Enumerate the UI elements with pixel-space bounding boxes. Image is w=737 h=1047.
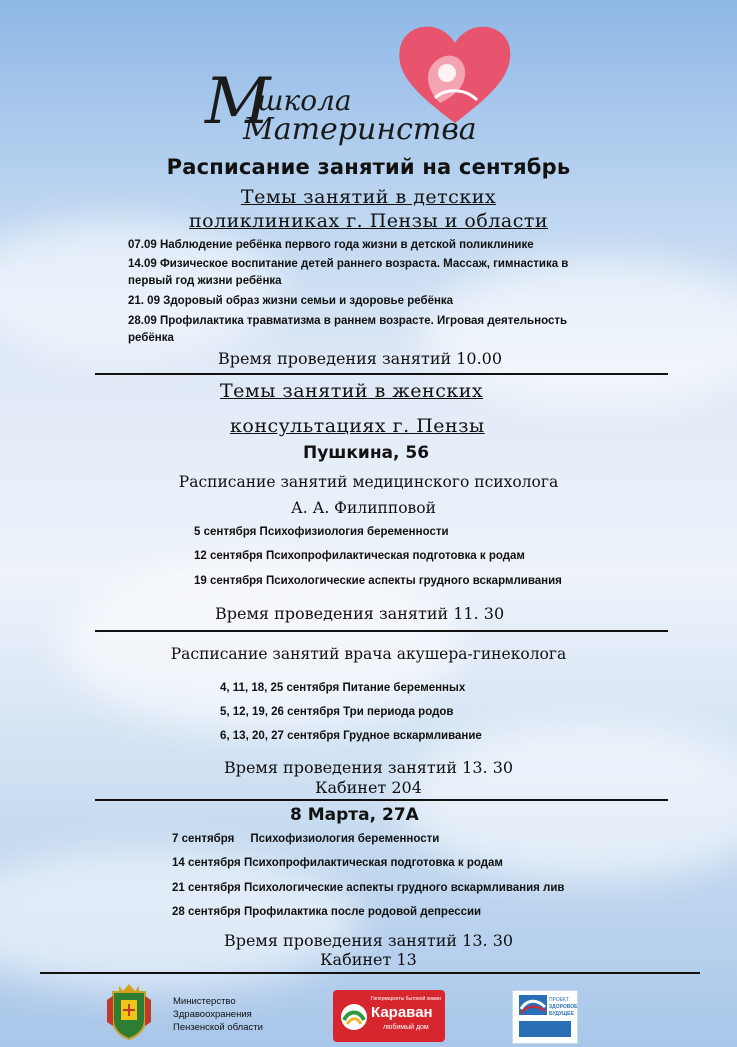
- psychologist-title: Расписание занятий медицинского психолога: [178, 473, 559, 491]
- project-flag-icon: [519, 995, 547, 1015]
- logo-word-motherhood: Материнства: [243, 112, 477, 147]
- divider: [95, 630, 668, 632]
- list-item: 28.09 Профилактика травматизма в раннем возрасте. Игровая деятельность: [128, 315, 568, 327]
- section3-room: Кабинет 13: [320, 950, 417, 969]
- caravan-slogan: любимый дом: [383, 1024, 429, 1031]
- caravan-emblem-icon: [339, 1002, 369, 1032]
- list-item: 4, 11, 18, 25 сентября Питание беременных: [220, 682, 466, 694]
- obgyn-title: Расписание занятий врача акушера-гинеколога: [170, 645, 567, 663]
- divider: [95, 373, 668, 375]
- section3-address: 8 Марта, 27А: [290, 805, 419, 825]
- section2-header-line2: консультациях г. Пензы: [230, 415, 485, 437]
- ministry-line3: Пензенской области: [173, 1022, 263, 1033]
- list-item: первый год жизни ребёнка: [128, 275, 282, 287]
- page-title: Расписание занятий на сентябрь: [166, 155, 571, 179]
- healthy-future-logo: [512, 990, 578, 1044]
- list-item: 21 сентября Психологические аспекты грудного вскармливания лив: [172, 882, 565, 894]
- list-item: 14 сентября Психопрофилактическая подготовка к родам: [172, 857, 503, 869]
- project-line3: БУДУЩЕЕ: [549, 1011, 574, 1017]
- project-line2: ЗДОРОВОЕ: [549, 1004, 578, 1010]
- project-line1: ПРОЕКТ: [549, 997, 570, 1003]
- coat-of-arms-icon: [105, 982, 153, 1040]
- obgyn-room: Кабинет 204: [315, 778, 422, 797]
- list-item: 6, 13, 20, 27 сентября Грудное вскармливание: [220, 730, 482, 742]
- list-item: 28 сентября Профилактика после родовой депрессии: [172, 906, 482, 918]
- section2-address: Пушкина, 56: [303, 443, 430, 463]
- list-item: 5 сентября Психофизиология беременности: [194, 526, 449, 538]
- logo-word-school: школа: [257, 84, 352, 117]
- section3-time: Время проведения занятий 13. 30: [223, 931, 514, 950]
- section1-time: Время проведения занятий 10.00: [218, 349, 503, 368]
- caravan-tagline: Гипермаркеты бытовой химии: [371, 996, 441, 1002]
- psychologist-time: Время проведения занятий 11. 30: [215, 604, 505, 623]
- ministry-line1: Министерство: [173, 996, 236, 1007]
- obgyn-time: Время проведения занятий 13. 30: [223, 758, 514, 777]
- logo-big-m: М: [205, 65, 271, 139]
- divider: [95, 799, 668, 801]
- project-bar: [519, 1021, 571, 1037]
- caravan-name: Караван: [371, 1004, 433, 1021]
- list-item: 5, 12, 19, 26 сентября Три периода родов: [220, 706, 454, 718]
- ministry-line2: Здравоохранения: [173, 1009, 252, 1020]
- list-item: 19 сентября Психологические аспекты грудного вскармливания: [194, 575, 562, 587]
- psychologist-name: А. А. Филипповой: [291, 499, 436, 517]
- list-item: 07.09 Наблюдение ребёнка первого года жизни в детской поликлинике: [128, 239, 534, 251]
- list-item: ребёнка: [128, 332, 174, 344]
- divider: [40, 972, 700, 974]
- list-item: 21. 09 Здоровый образ жизни семьи и здоровье ребёнка: [128, 295, 454, 307]
- list-item: 12 сентября Психопрофилактическая подготовка к родам: [194, 550, 525, 562]
- section1-header-line1: Темы занятий в детских: [240, 186, 497, 208]
- list-item: 14.09 Физическое воспитание детей раннего возраста. Массаж, гимнастика в: [128, 258, 569, 270]
- ministry-block: [105, 982, 285, 1040]
- section2-header-line1: Темы занятий в женских: [220, 380, 484, 402]
- section1-header-line2: поликлиниках г. Пензы и области: [188, 210, 549, 232]
- caravan-logo: [333, 990, 445, 1042]
- logo: [205, 18, 535, 153]
- list-item: 7 сентября Психофизиология беременности: [172, 833, 440, 845]
